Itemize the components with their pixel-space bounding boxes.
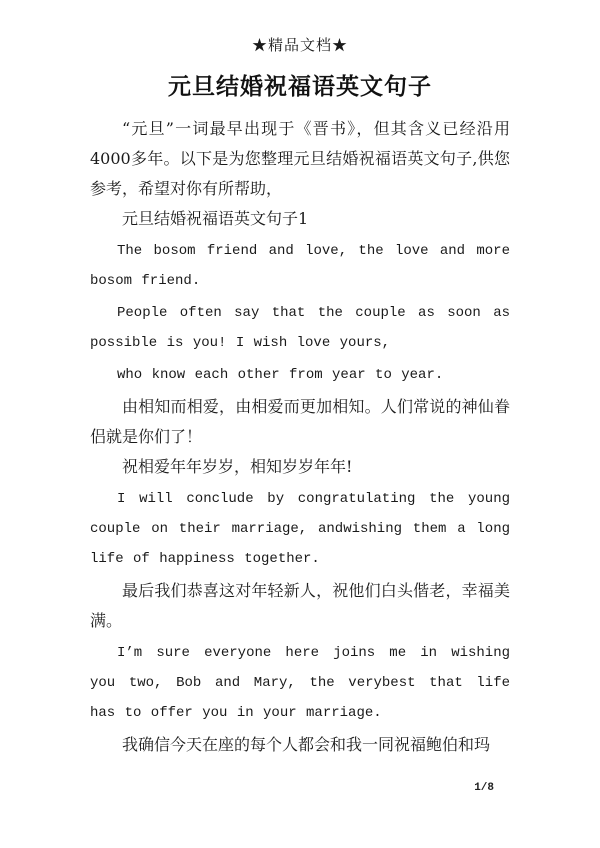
paragraph: “元旦”一词最早出现于《晋书》，但其含义已经沿用4000多年。以下是为您整理元旦结婚祝福语英文句子,供您参考，希望对你有所帮助， [90,119,510,198]
paragraph: 最后我们恭喜这对年轻新人，祝他们白头偕老，幸福美满。 [90,581,510,630]
paragraph: 元旦结婚祝福语英文句子1 [122,209,309,228]
paragraph: 由相知而相爱，由相爱而更加相知。人们常说的神仙眷侣就是你们了！ [90,397,510,446]
paragraph: 我确信今天在座的每个人都会和我一同祝福鲍伯和玛 [122,735,491,754]
paragraph: who know each other from year to year. [117,367,444,383]
paragraph: People often say that the couple as soon as possible is you! I wish love yours, [90,305,510,351]
paragraph: The bosom friend and love, the love and more bosom friend. [90,243,510,289]
doc-body [90,114,510,760]
page-title: 元旦结婚祝福语英文句子 [168,73,432,100]
paragraph: I will conclude by congratulating the young couple on their marriage, andwishing them a long life of happiness together. [90,491,510,567]
paragraph: I’m sure everyone here joins me in wishing you two, Bob and Mary, the verybest that life has to offer you in your marriage. [90,645,510,721]
page-number: 1/8 [474,782,494,794]
paragraph: 祝相爱年年岁岁，相知岁岁年年! [122,457,353,476]
doc-header-label: ★精品文档★ [251,36,348,54]
